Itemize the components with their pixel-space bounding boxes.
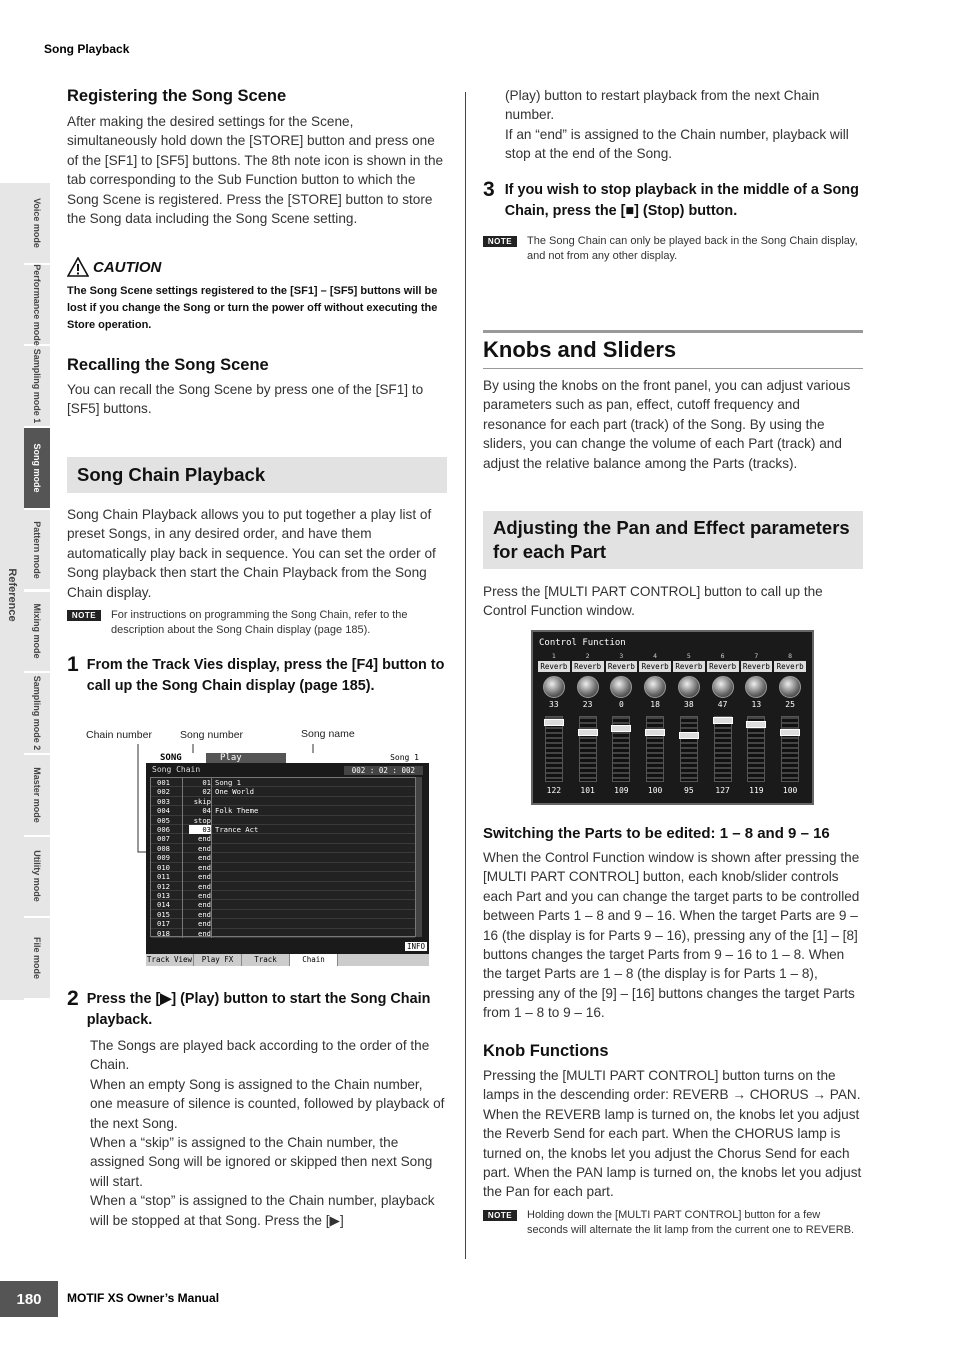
control-part [741,652,773,800]
step-1 [67,653,447,697]
lcd-info: INFO [406,942,425,951]
side-tab-sampling-mode-2[interactable]: Sampling mode 2 [24,673,50,754]
knob-icon[interactable] [644,676,666,698]
slider-handle[interactable] [578,729,598,736]
part-number: 7 [754,652,759,660]
slider-value: 101 [580,786,595,795]
chain-number: 012 [157,881,170,891]
control-title: Control Function [539,638,626,648]
side-tab-utility-mode[interactable]: Utility mode [24,837,50,918]
control-part [538,652,570,800]
slider-value: 100 [647,786,663,795]
song-chain-screen [146,753,429,966]
side-tab-pattern-mode[interactable]: Pattern mode [24,510,50,591]
reference-label: Reference [6,568,18,622]
recalling-body: You can recall the Song Scene by press one of the [SF1] to [SF5] buttons. [67,382,424,417]
step-2-para: When a “skip” is assigned to the Chain number, the assigned Song will be ignored or skipped then next Song will start. [90,1135,433,1189]
part-number: 2 [585,652,590,660]
chain-number: 002 [157,787,170,797]
chain-number: 013 [157,890,170,900]
chain-row[interactable] [151,844,415,853]
lcd-bottom-tab[interactable]: Track [242,954,290,966]
callout-song-number: Song number [180,729,244,741]
side-tab-song-mode[interactable]: Song mode [24,428,50,509]
chain-row[interactable] [151,834,415,843]
step-number: 3 [483,178,495,201]
song-chain-body: Song Chain Playback allows you to put together a play list of preset Songs, in any desired order, and have them automatically play back in sequence. You can set the order of Song playback then start the Chain Playback from the Song Chain display. [67,507,436,600]
side-tab-performance-mode[interactable]: Performance mode [24,265,50,346]
chain-row[interactable] [151,797,415,806]
step-2-para: (Play) button to restart playback from the next Chain number. [505,88,820,123]
page-number: 180 [0,1281,58,1317]
lcd-title: Song Chain [152,765,201,774]
chain-number: 001 [157,778,170,787]
callout-song-name: Song name [301,728,355,740]
slider-handle[interactable] [611,725,631,732]
lcd-bottom-tab[interactable]: Track View [146,955,193,964]
song-number: end [198,900,211,910]
part-label: Reverb [673,661,705,672]
slider-value: 95 [684,786,694,795]
knob-icon[interactable] [712,676,734,698]
slider-value: 122 [546,786,562,795]
song-number: 02 [202,787,211,797]
slider-icon[interactable] [747,716,765,782]
knob-icon[interactable] [543,676,565,698]
part-number: 3 [619,652,624,660]
switching-body: When the Control Function window is shown after pressing the [MULTI PART CONTROL] button, each knob/slider controls each Part and you can change the target parts to be controlled between Parts 1 – 8 and 9 – 16. When the target Parts are 9 – 16 (the display is for Parts 9 – 16), pressing any of the [1] – [8] buttons changes the target Parts from 9 – 16 to 1 – 8. When the target Parts are 1 – 8 (the display is for Parts 1 – 8), pressing any of the [9] – [16] buttons changes the target Parts from 1 – 8 to 9 – 16. [483,850,860,1021]
chain-row[interactable] [151,882,415,891]
song-number: end [198,872,211,882]
slider-value: 109 [614,786,629,795]
lcd-scrollbar [416,777,422,937]
knob-functions-note [483,1208,863,1238]
part-label: Reverb [707,661,739,672]
lcd-tab-play: Play [206,753,286,763]
chain-number: 005 [157,815,170,825]
chain-number: 006 [157,825,170,835]
knob-value: 38 [684,700,694,709]
note-text: Holding down the [MULTI PART CONTROL] button for a few seconds will alternate the lit lamp from the current one to REVERB. [527,1209,855,1236]
slider-value: 127 [715,786,730,795]
chain-number: 003 [157,796,170,806]
song-number: stop [193,815,211,825]
switching-title: Switching the Parts to be edited: 1 – 8 and 9 – 16 [483,825,830,842]
column-divider [465,92,466,1259]
lcd-chain-list [150,777,416,937]
song-number: 03 [189,825,211,834]
knob-value: 25 [785,700,795,709]
knob-icon[interactable] [745,676,767,698]
slider-icon[interactable] [579,716,597,782]
part-label: Reverb [606,661,638,672]
chain-row[interactable] [151,929,415,938]
chain-row[interactable] [151,787,415,796]
knob-icon[interactable] [779,676,801,698]
song-name: Trance Act [215,825,259,835]
slider-icon[interactable] [612,716,630,782]
chain-number: 008 [157,843,170,853]
running-head: Song Playback [44,42,130,56]
side-tab-voice-mode[interactable]: Voice mode [24,183,50,264]
lcd-bottom-tab[interactable]: Chain [290,954,338,966]
control-function-screen [531,630,814,805]
step-2-para: When a “stop” is assigned to the Chain number, playback will be stopped at that Song. Press the [▶] [90,1193,435,1228]
control-parts [538,652,808,800]
lcd-bottom-tab[interactable]: Play FX [194,954,242,966]
knob-value: 47 [717,700,728,709]
chain-row[interactable] [151,816,415,825]
manual-title: MOTIF XS Owner’s Manual [67,1291,220,1305]
caution-title: CAUTION [67,257,447,277]
chain-number: 011 [157,872,170,882]
song-name: One World [215,787,254,797]
slider-handle[interactable] [746,721,766,728]
song-number: 04 [202,806,211,816]
knob-icon[interactable] [610,676,632,698]
knob-value: 33 [549,700,559,709]
song-name: Song 1 [215,778,241,787]
chain-row[interactable] [151,919,415,928]
chain-number: 010 [157,862,170,872]
knob-value: 0 [618,700,624,709]
chain-row[interactable] [151,825,415,834]
chain-number: 014 [157,900,170,910]
pan-effect-band: Adjusting the Pan and Effect parameters for each Part [483,511,863,569]
part-number: 8 [788,652,793,660]
lcd-divider [182,778,183,938]
registering-body: After making the desired settings for the Scene, simultaneously hold down the [STORE] button and press one of the [SF1] to [SF5] buttons. The 8th note icon is shown in the tab corresponding to the Sub Function button to which the Song Scene is registered. Press the [STORE] button to store the Song data including the Song Scene setting. [67,114,444,227]
knobs-body: By using the knobs on the front panel, you can adjust various parameters such as pan, effect, cutoff frequency and resonance for each part (track) of the Song. By using the sliders, you can change the volume of each Part (track) and adjust the relative balance among the Parts (tracks). [483,378,851,471]
chain-row[interactable] [151,910,415,919]
slider-value: 100 [782,786,798,795]
song-number: end [198,909,211,919]
part-label: Reverb [538,661,570,672]
step-2-para: The Songs are played back according to the order of the Chain. [90,1038,430,1073]
pan-body: Press the [MULTI PART CONTROL] button to call up the Control Function window. [483,584,823,619]
slider-handle[interactable] [544,719,564,726]
caution-text: The Song Scene settings registered to the [SF1] – [SF5] buttons will be lost if you change the Song or turn the power off without executing the Store operation. [67,285,438,331]
song-number: end [198,862,211,872]
chain-row[interactable] [151,891,415,900]
side-tab-master-mode[interactable]: Master mode [24,755,50,836]
control-part [774,652,806,800]
song-chain-note [67,608,447,638]
lcd-bottom-tabs [146,954,429,966]
note-icon: NOTE [67,610,101,621]
step-text: If you wish to stop playback in the middle of a Song Chain, press the [■] (Stop) button. [504,182,859,219]
chain-number: 017 [157,919,170,929]
knobs-sliders-heading: Knobs and Sliders [483,330,863,369]
note-icon: NOTE [483,236,517,247]
song-number: end [198,928,211,938]
song-number: 01 [202,778,211,787]
recalling-title: Recalling the Song Scene [67,356,269,374]
slider-handle[interactable] [679,732,699,739]
lcd-position: 002 : 02 : 002 [344,766,423,775]
chain-number: 009 [157,853,170,863]
knob-value: 23 [582,700,593,709]
step-number: 1 [67,653,79,676]
side-tab-mixing-mode[interactable]: Mixing mode [24,592,50,673]
chain-row[interactable] [151,872,415,881]
step-3 [483,178,863,222]
part-label: Reverb [774,661,806,672]
registering-title: Registering the Song Scene [67,87,287,105]
step-text: From the Track Vies display, press the [F4] button to call up the Song Chain display (page 185). [86,657,445,694]
step-2-details [90,1036,447,1230]
song-number: end [198,919,211,929]
slider-handle[interactable] [713,717,733,724]
side-tab-file-mode[interactable]: File mode [24,918,50,999]
chain-number: 004 [157,806,170,816]
control-part [572,652,604,800]
step-2-continued [505,86,863,164]
song-number: end [198,890,211,900]
lcd-divider [211,778,212,938]
chain-row[interactable] [151,806,415,815]
part-number: 4 [653,652,658,660]
control-part [673,652,705,800]
lcd-tab-song: SONG [160,753,182,763]
slider-icon[interactable] [680,716,698,782]
step-text: Press the [▶] (Play) button to start the Song Chain playback. [86,991,431,1028]
control-part [639,652,671,800]
knob-icon[interactable] [678,676,700,698]
chain-row[interactable] [151,863,415,872]
part-number: 1 [551,652,556,660]
note-text: The Song Chain can only be played back in the Song Chain display, and not from any other display. [527,235,858,262]
step-number: 2 [67,987,79,1010]
part-label: Reverb [639,661,671,672]
note-icon: NOTE [483,1210,517,1221]
lcd-song-label: Song 1 [390,753,419,762]
song-number: end [198,881,211,891]
slider-icon[interactable] [714,716,732,782]
song-name: Folk Theme [215,806,259,816]
knob-icon[interactable] [577,676,599,698]
note-text: For instructions on programming the Song Chain, refer to the description about the Song Chain display (page 185). [111,609,408,636]
callout-chain-number: Chain number [86,729,152,741]
chain-number: 015 [157,909,170,919]
knob-functions-title: Knob Functions [483,1042,609,1060]
caution-box [67,257,447,334]
slider-icon[interactable] [781,716,799,782]
slider-handle[interactable] [645,729,665,736]
song-number: end [198,843,211,853]
song-number: end [198,834,211,844]
chain-row[interactable] [151,778,415,787]
chain-row[interactable] [151,853,415,862]
chain-row[interactable] [151,900,415,909]
step-2-para: When an empty Song is assigned to the Chain number, one measure of silence is counted, followed by playback of the next Song. [90,1076,445,1131]
side-tab-sampling-mode-1[interactable]: Sampling mode 1 [24,346,50,427]
step-2 [67,987,447,1031]
slider-icon[interactable] [545,716,563,782]
step-2-para: If an “end” is assigned to the Chain number, playback will stop at the end of the Song. [505,126,849,162]
knob-value: 18 [650,700,660,709]
part-label: Reverb [741,661,773,672]
part-number: 6 [720,652,725,660]
knob-functions-body: Pressing the [MULTI PART CONTROL] button turns on the lamps in the descending order: REVERB → CHORUS → PAN. When the REVERB lamp is turned on, the knobs let you adjust the Reverb Send for each part. When the CHORUS lamp is turned on, the knobs let you adjust the Chorus Send for each part. When the PAN lamp is turned on, the knobs let you adjust the Pan for each part. [483,1068,862,1200]
part-label: Reverb [572,661,604,672]
step-3-note [483,234,863,264]
slider-handle[interactable] [780,729,800,736]
part-number: 5 [686,652,691,660]
warning-icon [67,257,89,277]
side-tabs [0,183,50,1000]
chain-number: 007 [157,834,170,844]
song-number: end [198,853,211,863]
control-part [707,652,739,800]
knob-value: 13 [751,700,762,709]
song-chain-band: Song Chain Playback [67,457,447,493]
song-number: skip [193,796,211,806]
control-part [606,652,638,800]
slider-icon[interactable] [646,716,664,782]
chain-number: 018 [157,928,170,938]
slider-value: 119 [749,786,764,795]
